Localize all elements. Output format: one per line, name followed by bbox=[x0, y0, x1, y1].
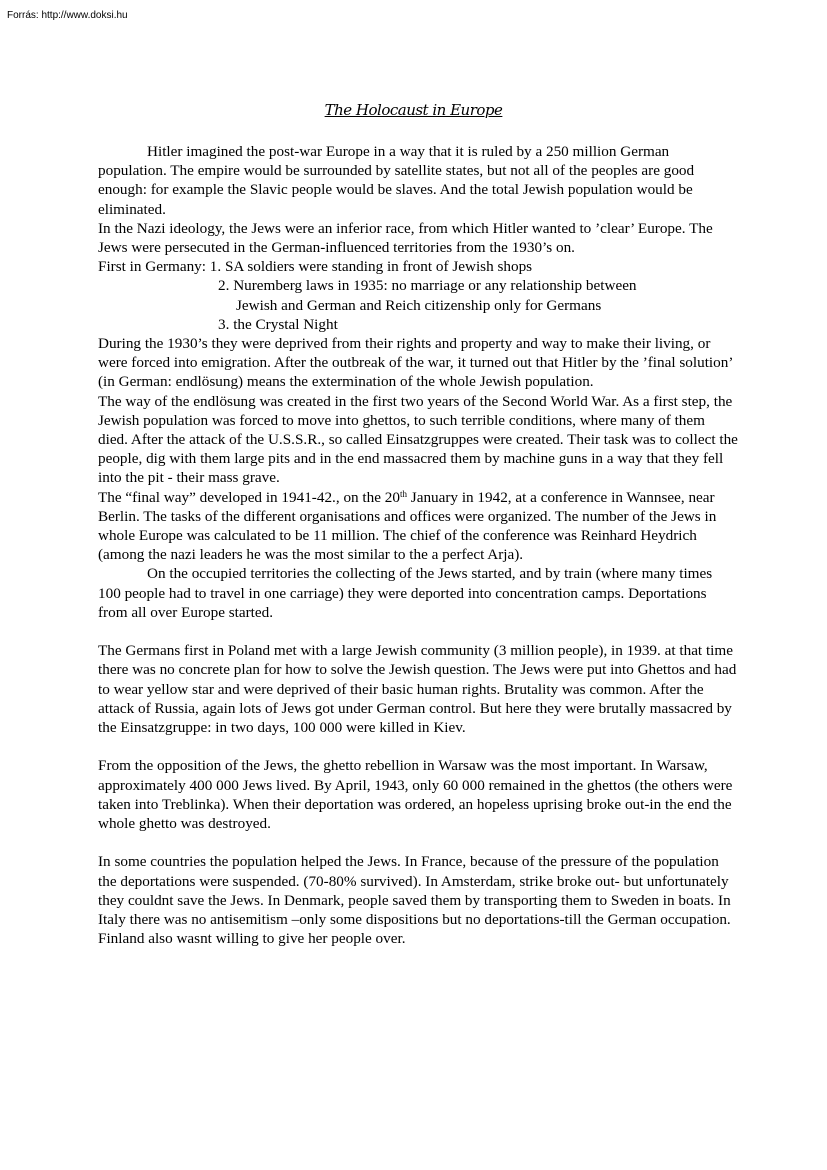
paragraph-spacer bbox=[98, 833, 738, 852]
final-way-text-b: January in 1942, at a conference in Wannsee, near Berlin. The tasks of the different organisations and offices were organized. The number of the Jews in whole Europe was calculated to be 11 million. The chief of the conference was Reinhard Heydrich (among the nazi leaders he was the most similar to the a perfect Arja). bbox=[98, 488, 717, 564]
paragraph-helping-countries: In some countries the population helped the Jews. In France, because of the pressure of the population the deportations were suspended. (70-80% survived). In Amsterdam, strike broke out- but unfortunately they couldnt save the Jews. In Denmark, people saved them by transporting them to Sweden in boats. In Italy there was no antisemitism –only some dispositions but no deportations-till the German occupation. Finland also wasnt willing to give her people over. bbox=[98, 853, 731, 948]
germany-measures-list bbox=[98, 276, 738, 334]
source-note: Forrás: http://www.doksi.hu bbox=[7, 10, 128, 21]
paragraph-endlosung: The way of the endlösung was created in the first two years of the Second World War. As a first step, the Jewish population was forced to move into ghettos, to such terrible conditions, where many of them died. After the attack of the U.S.S.R., so called Einsatzgruppes were created. Their task was to collect the people, dig with them large pits and in the end massacred them by machine guns in a way that they fell into the pit - their mass grave. bbox=[98, 392, 738, 487]
paragraph-spacer bbox=[98, 622, 738, 641]
final-way-superscript: th bbox=[399, 488, 407, 499]
paragraph-1930s: During the 1930’s they were deprived from their rights and property and way to make their living, or were forced into emigration. After the outbreak of the war, it turned out that Hitler by the ’final solution’ (in German: endlösung) means the extermination of the whole Jewish population. bbox=[98, 335, 733, 391]
list-item-nuremberg: 2. Nuremberg laws in 1935: no marriage or any relationship between bbox=[218, 277, 637, 295]
document-body bbox=[98, 142, 738, 948]
paragraph-intro: Hitler imagined the post-war Europe in a way that it is ruled by a 250 million German population. The empire would be surrounded by satellite states, but not all of the peoples are good enough: for example the Slavic people would be slaves. And the total Jewish population would be eliminated. bbox=[98, 143, 695, 218]
final-way-text-a: The “final way” developed in 1941-42., on the 20 bbox=[98, 488, 400, 506]
paragraph-final-way bbox=[98, 488, 738, 565]
list-item-nuremberg-cont: Jewish and German and Reich citizenship only for Germans bbox=[236, 296, 602, 314]
paragraph-spacer bbox=[98, 737, 738, 756]
paragraph-warsaw: From the opposition of the Jews, the ghetto rebellion in Warsaw was the most important. In Warsaw, approximately 400 000 Jews lived. By April, 1943, only 60 000 remained in the ghettos (the others were taken into Treblinka). When their deportation was ordered, an hopeless uprising broke out-in the end the whole ghetto was destroyed. bbox=[98, 757, 733, 833]
list-item-crystal-night: 3. the Crystal Night bbox=[218, 315, 338, 333]
document-title: The Holocaust in Europe bbox=[324, 101, 503, 119]
paragraph-poland: The Germans first in Poland met with a large Jewish community (3 million people), in 1939. at that time there was no concrete plan for how to solve the Jewish question. The Jews were put into Ghettos and had to wear yellow star and were deprived of their basic human rights. Brutality was common. After the attack of Russia, again lots of Jews got under German control. But here they were brutally massacred by the Einsatzgruppe: in two days, 100 000 were killed in Kiev. bbox=[98, 642, 737, 737]
paragraph-germany-lead: First in Germany: 1. SA soldiers were standing in front of Jewish shops bbox=[98, 258, 533, 276]
paragraph-occupied-territories: On the occupied territories the collecting of the Jews started, and by train (where many times 100 people had to travel in one carriage) they were deported into concentration camps. Deportations from all over Europe started. bbox=[98, 565, 713, 621]
paragraph-nazi-ideology: In the Nazi ideology, the Jews were an inferior race, from which Hitler wanted to ’clear’ Europe. The Jews were persecuted in the German-influenced territories from the 1930’s on. bbox=[98, 219, 713, 257]
